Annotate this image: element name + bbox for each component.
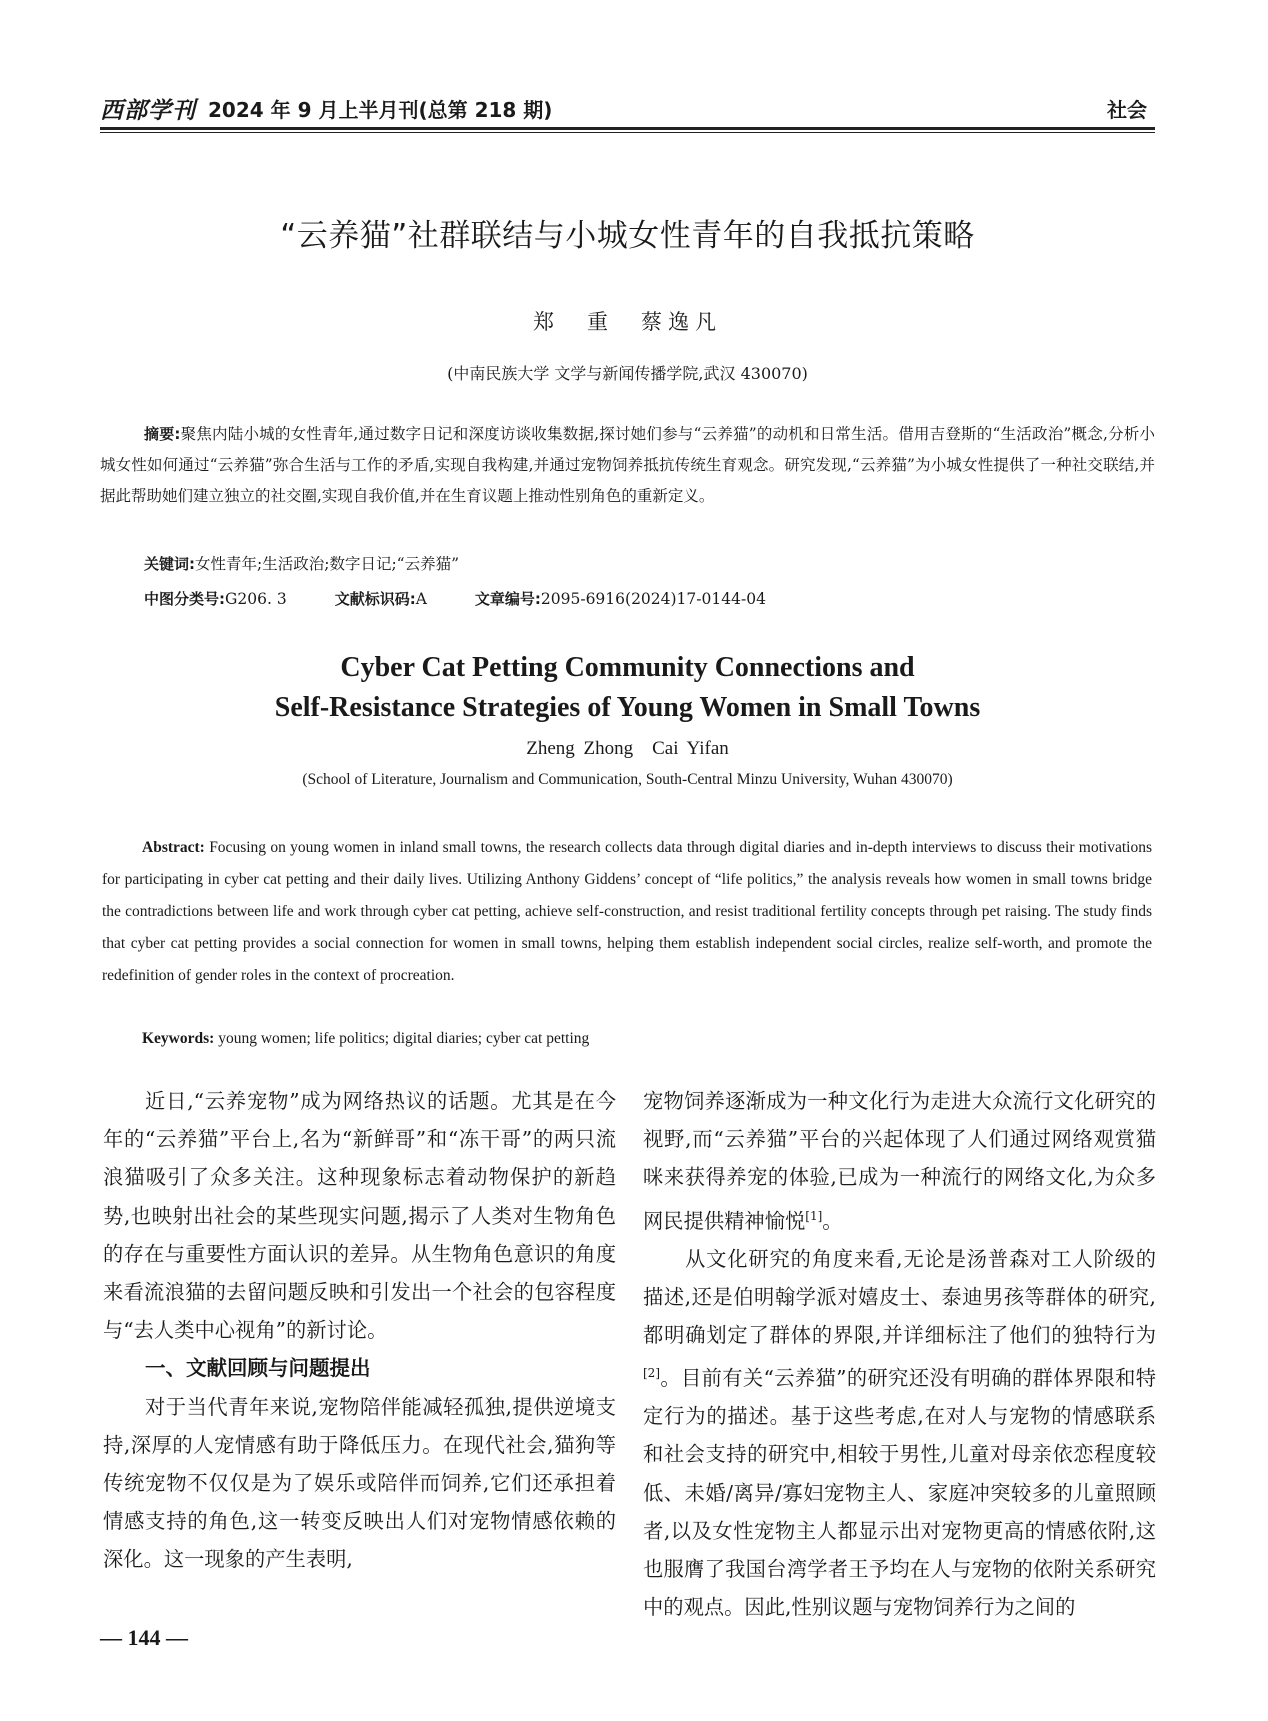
paragraph-text: 宠物饲养逐渐成为一种文化行为走进大众流行文化研究的视野,而“云养猫”平台的兴起体现了人们通过网络观赏猫咪来获得养宠的体验,已成为一种流行的网络文化,为众多网民提供精神愉悦 xyxy=(643,1089,1156,1233)
header-rule xyxy=(100,127,1155,130)
body-paragraph xyxy=(643,1240,1156,1627)
english-abstract xyxy=(102,832,1152,992)
citation-ref[interactable]: [2] xyxy=(643,1366,660,1381)
header-rule-thin xyxy=(100,132,1155,133)
english-abstract-text: Focusing on young women in inland small towns, the research collects data through digital diaries and in-depth interviews to discuss their motivations for participating in cyber cat petting and their daily lives. Utilizing Anthony Giddens’ concept of “life politics,” the analysis reveals how women in small towns bridge the contradictions between life and work through cyber cat petting, achieve self-construction, and resist traditional fertility concepts through pet raising. The study finds that cyber cat petting provides a social connection for women in small towns, helping them establish independent social circles, realize self-worth, and promote the redefinition of gender roles in the context of procreation. xyxy=(102,839,1153,984)
journal-logo: 西部学刊 xyxy=(100,97,196,124)
doc-code-value: A xyxy=(415,590,427,608)
chinese-abstract-text: 聚焦内陆小城的女性青年,通过数字日记和深度访谈收集数据,探讨她们参与“云养猫”的动机和日常生活。借用吉登斯的“生活政治”概念,分析小城女性如何通过“云养猫”弥合生活与工作的矛盾,实现自我构建,并通过宠物饲养抵抗传统生育观念。研究发现,“云养猫”为小城女性提供了一种社交联结,并据此帮助她们建立独立的社交圈,实现自我价值,并在生育议题上推动性别角色的重新定义。 xyxy=(100,425,1156,505)
section-label: 社会 xyxy=(1107,98,1147,122)
english-title-line2: Self-Resistance Strategies of Young Women in Small Towns xyxy=(274,692,981,723)
page-number: — 144 — xyxy=(100,1625,188,1650)
clc-value: G206. 3 xyxy=(225,590,287,608)
citation-ref[interactable]: [1] xyxy=(805,1208,823,1223)
body-paragraph: 对于当代青年来说,宠物陪伴能减轻孤独,提供逆境支持,深厚的人宠情感有助于降低压力。在现代社会,猫狗等传统宠物不仅仅是为了娱乐或陪伴而饲养,它们还承担着情感支持的角色,这一转变反映出人们对宠物情感依赖的深化。这一现象的产生表明, xyxy=(103,1394,616,1572)
doc-code-label: 文献标识码: xyxy=(334,590,416,608)
chinese-keywords-text: 女性青年;生活政治;数字日记;“云养猫” xyxy=(195,555,460,573)
issue-info: 2024 年 9 月上半月刊(总第 218 期) xyxy=(208,98,553,122)
english-keywords xyxy=(142,1023,589,1055)
chinese-title: “云养猫”社群联结与小城女性青年的自我抵抗策略 xyxy=(280,218,975,254)
body-column-left xyxy=(103,1082,616,1579)
section-heading: 一、文献回顾与问题提出 xyxy=(145,1356,371,1381)
english-keywords-text: young women; life politics; digital diaries; cyber cat petting xyxy=(218,1030,590,1047)
clc-label: 中图分类号: xyxy=(144,590,225,608)
body-paragraph xyxy=(643,1082,1156,1240)
chinese-affiliation: (中南民族大学 文学与新闻传播学院,武汉 430070) xyxy=(447,364,808,383)
classification-line xyxy=(100,584,1199,615)
paragraph-text: 。 xyxy=(822,1208,843,1233)
body-paragraph: 近日,“云养宠物”成为网络热议的话题。尤其是在今年的“云养猫”平台上,名为“新鲜哥”和“冻干哥”的两只流浪猫吸引了众多关注。这种现象标志着动物保护的新趋势,也映射出社会的某些现实问题,揭示了人类对生物角色的存在与重要性方面认识的差异。从生物角色意识的角度来看流浪猫的去留问题反映和引发出一个社会的包容程度与“去人类中心视角”的新讨论。 xyxy=(103,1089,616,1343)
english-abstract-label: Abstract: xyxy=(142,839,205,856)
chinese-keywords xyxy=(100,549,1199,580)
body-column-right xyxy=(643,1082,1156,1626)
chinese-abstract xyxy=(100,419,1155,512)
chinese-keywords-label: 关键词: xyxy=(144,555,195,573)
chinese-abstract-label: 摘要: xyxy=(144,425,181,443)
article-no-label: 文章编号: xyxy=(474,590,541,608)
english-authors: Zheng Zhong Cai Yifan xyxy=(526,738,729,759)
english-title xyxy=(100,648,1155,728)
chinese-authors: 郑 重 蔡逸凡 xyxy=(533,310,722,334)
paragraph-text: 从文化研究的角度来看,无论是汤普森对工人阶级的描述,还是伯明翰学派对嬉皮士、泰迪男孩等群体的研究,都明确划定了群体的界限,并详细标注了他们的独特行为 xyxy=(643,1246,1156,1347)
english-keywords-label: Keywords: xyxy=(142,1030,215,1047)
english-title-line1: Cyber Cat Petting Community Connections and xyxy=(340,652,915,683)
paragraph-text: 。目前有关“云养猫”的研究还没有明确的群体界限和特定行为的描述。基于这些考虑,在对人与宠物的情感联系和社会支持的研究中,相较于男性,儿童对母亲依恋程度较低、未婚/离异/寡妇宠物主人、家庭冲突较多的儿童照顾者,以及女性宠物主人都显示出对宠物更高的情感依附,这也服膺了我国台湾学者王予均在人与宠物的依附关系研究中的观点。因此,性别议题与宠物饲养行为之间的 xyxy=(643,1365,1156,1620)
article-no-value: 2095-6916(2024)17-0144-04 xyxy=(540,590,766,608)
english-affiliation: (School of Literature, Journalism and Communication, South-Central Minzu University, Wuhan 430070) xyxy=(302,771,953,788)
running-header xyxy=(100,88,1155,124)
